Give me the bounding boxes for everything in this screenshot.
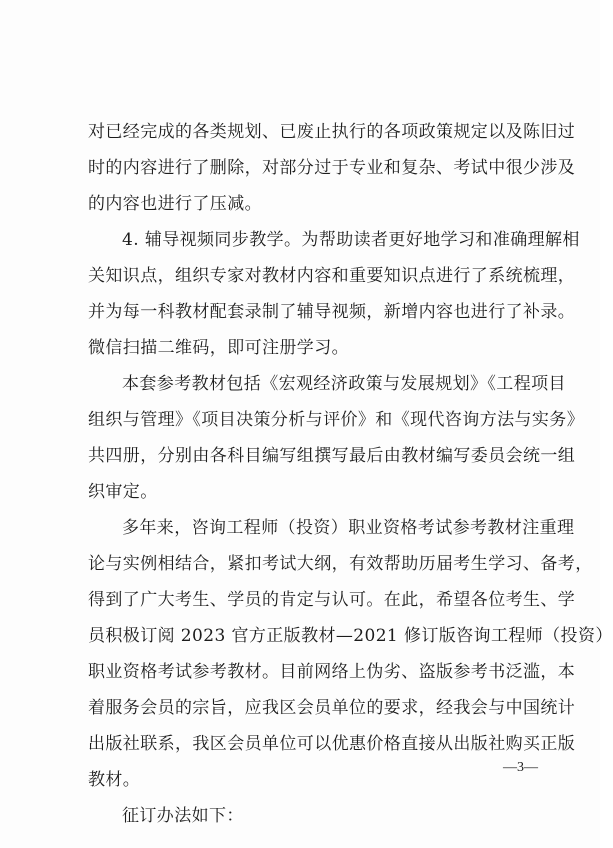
paragraph-1-line-2: 时的内容进行了删除，对部分过于专业和复杂、考试中很少涉及: [88, 158, 576, 178]
paragraph-1-line-1: 对已经完成的各类规划、已废止执行的各项政策规定以及陈旧过: [88, 122, 576, 142]
paragraph-2-line-1: 4. 辅导视频同步教学。为帮助读者更好地学习和准确理解相: [122, 230, 580, 250]
paragraph-3-line-4: 织审定。: [88, 482, 158, 502]
paragraph-5-line-1: 征订办法如下：: [122, 806, 244, 826]
paragraph-4-line-7: 出版社联系，我区会员单位可以优惠价格直接从出版社购买正版: [88, 734, 576, 754]
paragraph-2-line-4: 微信扫描二维码，即可注册学习。: [88, 338, 349, 358]
paragraph-1-line-3: 的内容也进行了压减。: [88, 194, 262, 214]
paragraph-4-line-4: 员积极订阅 2023 官方正版教材—2021 修订版咨询工程师（投资）: [88, 626, 613, 646]
paragraph-4-line-3: 得到了广大考生、学员的肯定与认可。在此，希望各位考生、学: [88, 590, 576, 610]
paragraph-2-line-2: 关知识点，组织专家对教材内容和重要知识点进行了系统梳理，: [88, 266, 576, 286]
paragraph-3-line-1: 本套参考教材包括《宏观经济政策与发展规划》《工程项目: [122, 374, 566, 394]
paragraph-4-line-8: 教材。: [88, 770, 141, 790]
paragraph-4-line-5: 职业资格考试参考教材。目前网络上伪劣、盗版参考书泛滥，本: [88, 662, 576, 682]
paragraph-2-line-3: 并为每一科教材配套录制了辅导视频，新增内容也进行了补录。: [88, 302, 576, 322]
paragraph-4-line-2: 论与实例相结合，紧扣考试大纲，有效帮助历届考生学习、备考，: [88, 554, 593, 574]
paragraph-3-line-3: 共四册，分别由各科目编写组撰写最后由教材编写委员会统一组: [88, 446, 576, 466]
paragraph-4-line-6: 着服务会员的宗旨，应我区会员单位的要求，经我会与中国统计: [88, 698, 576, 718]
paragraph-3-line-2: 组织与管理》《项目决策分析与评价》和《现代咨询方法与实务》: [88, 410, 585, 430]
paragraph-4-line-1: 多年来，咨询工程师（投资）职业资格考试参考教材注重理: [122, 518, 575, 538]
page-number: —3—: [503, 760, 538, 775]
